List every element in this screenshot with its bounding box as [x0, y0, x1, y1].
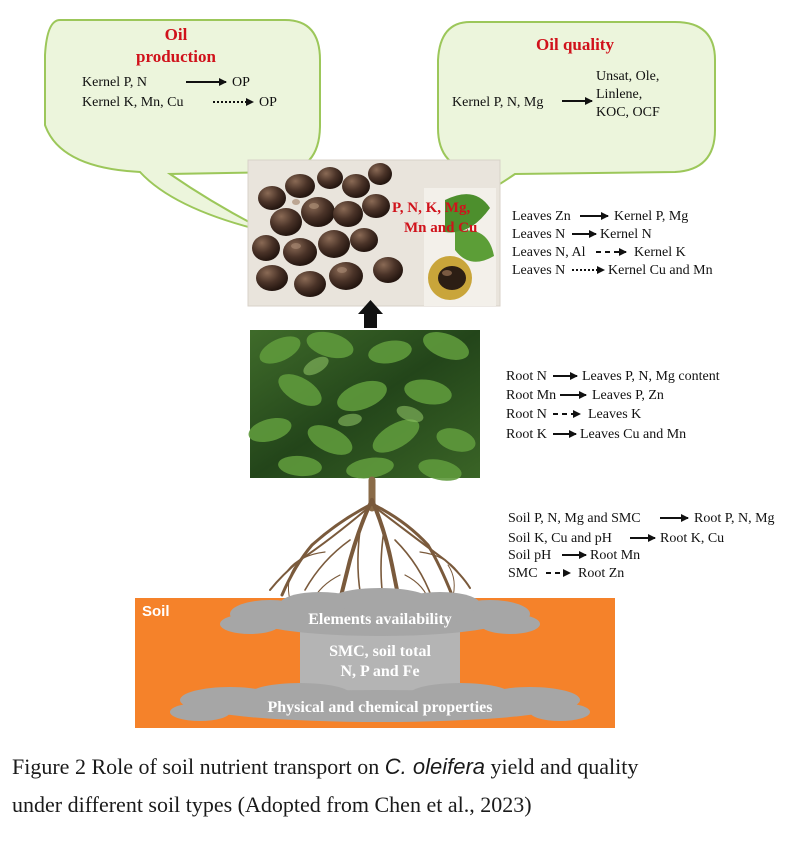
- op-target-1: OP: [232, 75, 250, 90]
- oil-production-title-line2: production: [136, 47, 216, 66]
- caption-line1: [12, 748, 792, 786]
- rl-target-4: Leaves Cu and Mn: [580, 427, 687, 442]
- figure-caption: [12, 748, 792, 824]
- root-to-leaves-relations: [506, 369, 720, 442]
- soil-total-line1: SMC, soil total: [329, 643, 431, 660]
- oq-target-1: Unsat, Ole,: [596, 69, 660, 84]
- rl-target-1: Leaves P, N, Mg content: [582, 369, 720, 384]
- sr-source-4: SMC: [508, 566, 538, 581]
- caption-prefix: Figure 2 Role of soil nutrient transport on: [12, 754, 385, 779]
- op-target-2: OP: [259, 95, 277, 110]
- rl-target-3: Leaves K: [588, 407, 642, 422]
- caption-suffix: yield and quality: [485, 754, 639, 779]
- lk-target-2: Kernel N: [600, 227, 652, 242]
- rl-target-2: Leaves P, Zn: [592, 388, 664, 403]
- soil-block: [135, 588, 615, 728]
- sr-source-2: Soil K, Cu and pH: [508, 531, 612, 546]
- soil-label: Soil: [142, 603, 170, 620]
- caption-line2: under different soil types (Adopted from Chen et al., 2023): [12, 792, 532, 817]
- seeds-photo: [248, 160, 500, 306]
- oil-production-title-line1: Oil: [164, 25, 188, 44]
- elements-availability-text: Elements availability: [308, 611, 452, 628]
- sr-target-1: Root P, N, Mg: [694, 511, 775, 526]
- oq-target-3: KOC, OCF: [596, 105, 660, 120]
- rl-source-3: Root N: [506, 407, 547, 422]
- oq-target-2: Linlene,: [596, 87, 643, 102]
- rl-source-2: Root Mn: [506, 388, 557, 403]
- lk-source-2: Leaves N: [512, 227, 566, 242]
- lk-source-1: Leaves Zn: [512, 209, 571, 224]
- lk-target-3: Kernel K: [634, 245, 686, 260]
- lk-source-4: Leaves N: [512, 263, 566, 278]
- sr-target-2: Root K, Cu: [660, 531, 725, 546]
- soil-to-root-relations: [508, 511, 775, 581]
- caption-species: C. oleifera: [384, 754, 486, 779]
- rl-source-4: Root K: [506, 427, 547, 442]
- sr-source-1: Soil P, N, Mg and SMC: [508, 511, 641, 526]
- soil-total-line2: N, P and Fe: [340, 663, 420, 680]
- leaves-photo: [246, 327, 480, 485]
- lk-target-1: Kernel P, Mg: [614, 209, 689, 224]
- rl-source-1: Root N: [506, 369, 547, 384]
- oq-source: Kernel P, N, Mg: [452, 95, 544, 110]
- properties-text: Physical and chemical properties: [267, 699, 493, 716]
- sr-target-4: Root Zn: [578, 566, 625, 581]
- kernel-nutrients-line2: Mn and Cu: [404, 220, 478, 236]
- roots-illustration: [270, 480, 470, 605]
- lk-target-4: Kernel Cu and Mn: [608, 263, 713, 278]
- leaves-to-kernel-relations: [512, 209, 713, 278]
- sr-target-3: Root Mn: [590, 548, 641, 563]
- op-source-1: Kernel P, N: [82, 75, 147, 90]
- op-source-2: Kernel K, Mn, Cu: [82, 95, 184, 110]
- sr-source-3: Soil pH: [508, 548, 552, 563]
- kernel-nutrients-line1: P, N, K, Mg,: [392, 200, 471, 216]
- lk-source-3: Leaves N, Al: [512, 245, 586, 260]
- oil-quality-title: Oil quality: [536, 35, 614, 54]
